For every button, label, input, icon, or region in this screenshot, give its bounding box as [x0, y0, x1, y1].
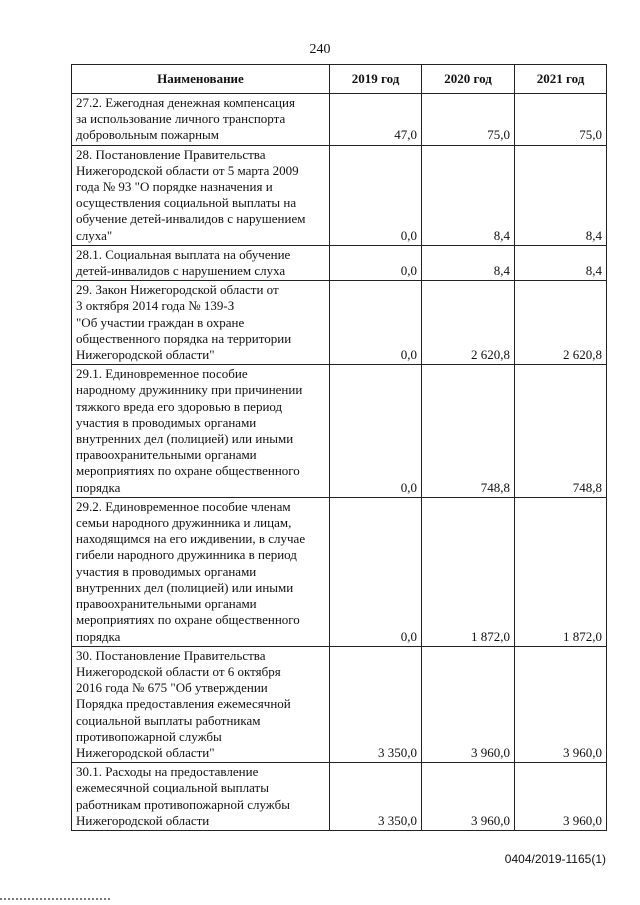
row-value-2019: 0,0	[330, 145, 422, 245]
row-name: 29. Закон Нижегородской области от 3 октября 2014 года № 139-З "Об участии граждан в охране общественного порядка на территории Нижегородской области"	[72, 281, 330, 365]
row-value-2020: 8,4	[422, 145, 515, 245]
row-value-2021: 2 620,8	[515, 281, 607, 365]
header-2021: 2021 год	[515, 65, 607, 94]
row-name: 30. Постановление Правительства Нижегородской области от 6 октября 2016 года № 675 "Об утверждении Порядка предоставления ежемесячной социальной выплаты работникам противопожарной службы Нижегородской области"	[72, 646, 330, 762]
row-name: 27.2. Ежегодная денежная компенсация за использование личного транспорта добровольным пожарным	[72, 94, 330, 146]
row-value-2020: 3 960,0	[422, 646, 515, 762]
row-value-2020: 1 872,0	[422, 497, 515, 646]
row-value-2019: 47,0	[330, 94, 422, 146]
table-row	[72, 145, 607, 245]
table-header-row	[72, 65, 607, 94]
table-row	[72, 365, 607, 498]
budget-table	[71, 64, 607, 831]
table-row	[72, 497, 607, 646]
row-name: 29.1. Единовременное пособие народному дружиннику при причинении тяжкого вреда его здоровью в период участия в проводимых органами внутренних дел (полицией) или иными правоохранительными органами мероприятиях по охране общественного порядка	[72, 365, 330, 498]
row-value-2020: 8,4	[422, 245, 515, 280]
row-value-2021: 3 960,0	[515, 646, 607, 762]
row-name: 30.1. Расходы на предоставление ежемесячной социальной выплаты работникам противопожарной службы Нижегородской области	[72, 763, 330, 831]
row-name: 28.1. Социальная выплата на обучение детей-инвалидов с нарушением слуха	[72, 245, 330, 280]
row-value-2020: 75,0	[422, 94, 515, 146]
row-value-2019: 0,0	[330, 497, 422, 646]
table-row	[72, 94, 607, 146]
header-name: Наименование	[72, 65, 330, 94]
row-name: 28. Постановление Правительства Нижегородской области от 5 марта 2009 года № 93 "О порядке назначения и осуществления социальной выплаты на обучение детей-инвалидов с нарушением слуха"	[72, 145, 330, 245]
table-row	[72, 763, 607, 831]
row-value-2020: 3 960,0	[422, 763, 515, 831]
table-row	[72, 646, 607, 762]
row-value-2019: 3 350,0	[330, 763, 422, 831]
row-value-2021: 748,8	[515, 365, 607, 498]
table-row	[72, 245, 607, 280]
row-value-2019: 3 350,0	[330, 646, 422, 762]
row-value-2019: 0,0	[330, 365, 422, 498]
table-row	[72, 281, 607, 365]
row-value-2019: 0,0	[330, 281, 422, 365]
row-value-2021: 1 872,0	[515, 497, 607, 646]
row-value-2020: 748,8	[422, 365, 515, 498]
row-value-2021: 8,4	[515, 145, 607, 245]
header-2020: 2020 год	[422, 65, 515, 94]
row-value-2021: 3 960,0	[515, 763, 607, 831]
row-value-2021: 75,0	[515, 94, 607, 146]
row-value-2021: 8,4	[515, 245, 607, 280]
row-name: 29.2. Единовременное пособие членам семьи народного дружинника и лицам, находящимся на его иждивении, в случае гибели народного дружинника в период участия в проводимых органами внутренних дел (полицией) или иными правоохранительными органами мероприятиях по охране общественного порядка	[72, 497, 330, 646]
row-value-2020: 2 620,8	[422, 281, 515, 365]
page-number: 240	[309, 42, 331, 57]
row-value-2019: 0,0	[330, 245, 422, 280]
header-2019: 2019 год	[330, 65, 422, 94]
document-code: 0404/2019-1165(1)	[504, 852, 606, 866]
scan-edge-mark	[0, 898, 110, 903]
